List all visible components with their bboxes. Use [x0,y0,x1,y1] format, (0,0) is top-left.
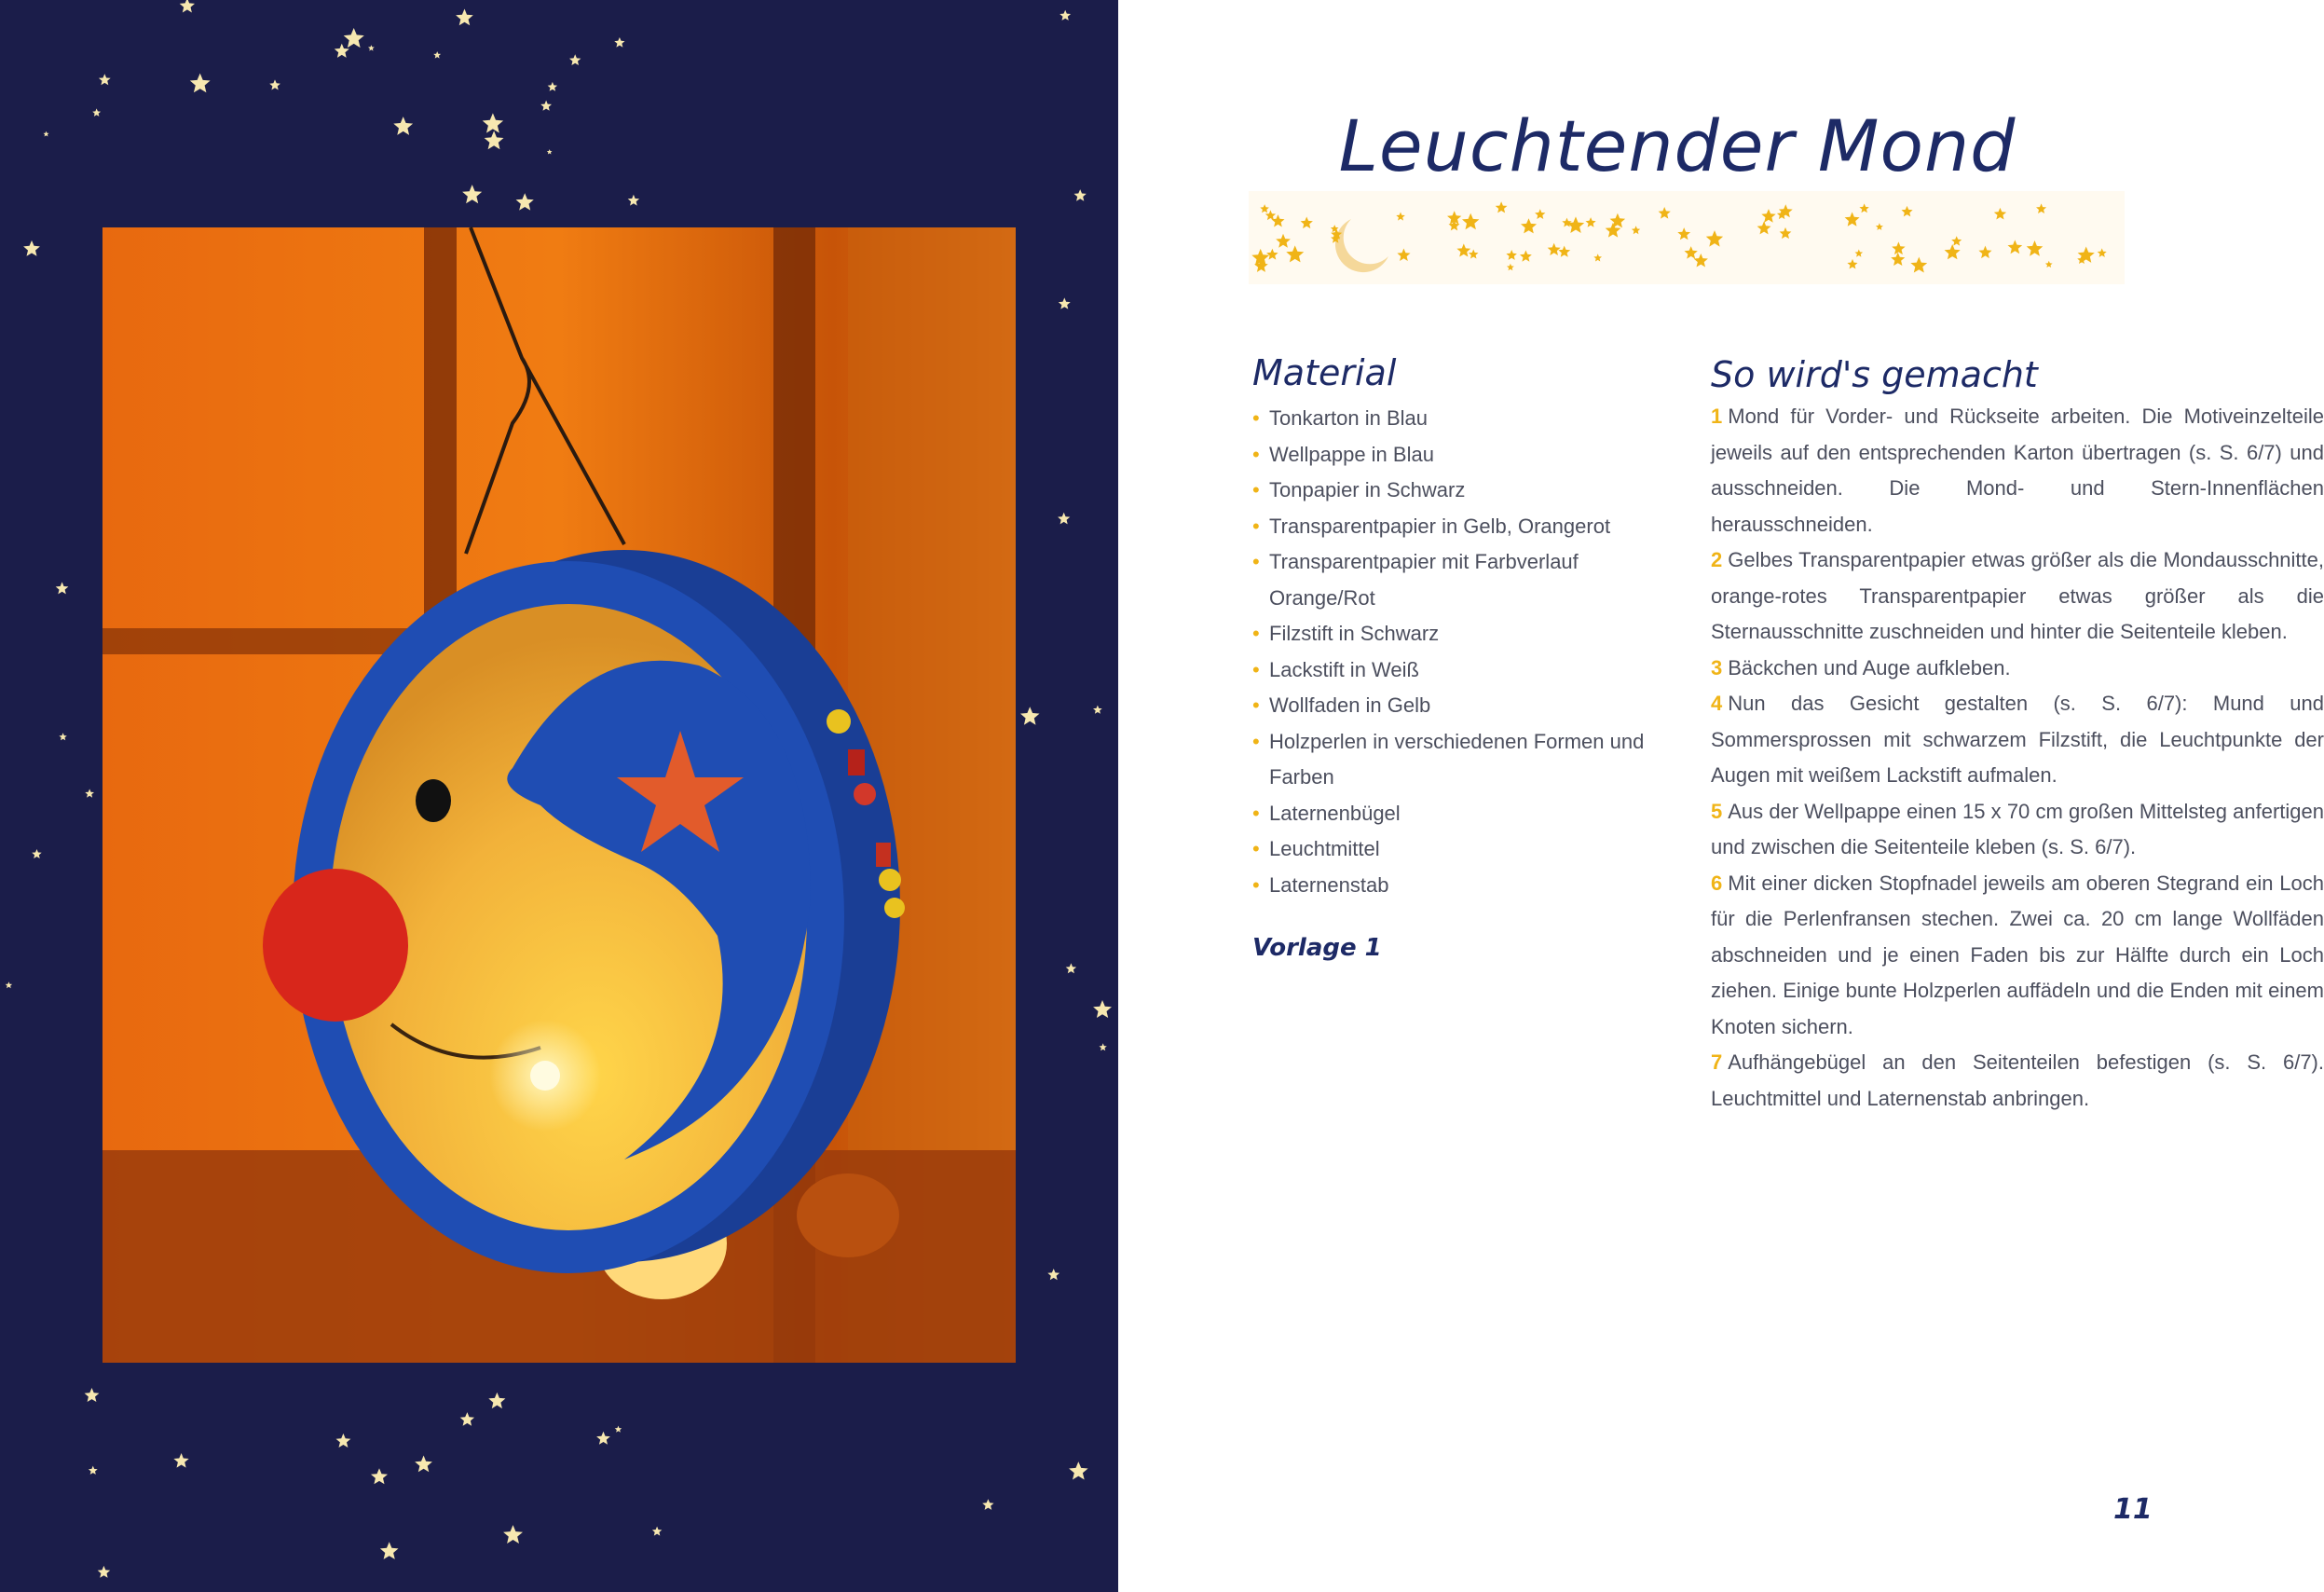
step-number: 2 [1711,548,1723,571]
material-item: • Tonpapier in Schwarz [1252,473,1662,509]
instruction-step [1711,542,2324,651]
left-page-night-sky [0,0,1118,1592]
step-text: Bäckchen und Auge aufkleben. [1728,655,2011,679]
bullet-icon: • [1252,693,1260,717]
moon-lantern-photo [103,227,1016,1363]
star-icon [393,117,413,135]
star-icon [371,1468,388,1484]
star-icon [368,45,375,50]
star-icon [190,74,211,93]
material-item: • Transparentpapier mit Farbverlauf Orange/Rot [1252,544,1662,616]
material-item: • Wollfaden in Gelb [1252,688,1662,724]
instruction-step [1711,399,2324,542]
step-number: 4 [1711,692,1723,715]
bullet-icon: • [1252,442,1260,466]
star-icon [569,54,581,65]
step-text: Nun das Gesicht gestalten (s. S. 6/7): Mund und Sommersprossen mit schwarzem Filzstift, die Leuchtpunkte der Augen mit weißem Lackstift aufmalen. [1711,692,2324,787]
bullet-icon: • [1252,801,1260,825]
star-icon [59,733,66,740]
material-heading: Material [1252,352,1397,393]
bullet-icon: • [1252,872,1260,897]
star-icon [596,1432,610,1445]
material-item: • Leuchtmittel [1252,831,1662,868]
bullet-icon: • [1252,478,1260,501]
instruction-step [1711,686,2324,794]
instruction-step [1711,1045,2324,1117]
bullet-icon: • [1252,657,1260,681]
instructions-heading: So wird's gemacht [1711,354,2038,395]
instruction-step [1711,794,2324,866]
page-title: Leuchtender Mond [1338,104,2016,187]
star-icon [483,113,503,132]
material-item: • Holzperlen in verschiedenen Formen und Farben [1252,724,1662,796]
bullet-icon: • [1252,406,1260,430]
star-icon [615,1426,622,1433]
star-icon [56,582,69,594]
star-icon [173,1453,188,1468]
star-icon [1047,1269,1059,1280]
instruction-steps [1711,399,2324,1117]
material-item: • Laternenstab [1252,868,1662,904]
star-icon [1020,707,1040,725]
star-icon [269,79,280,89]
bullet-icon: • [1252,514,1260,538]
star-icon [380,1542,399,1559]
step-text: Gelbes Transparentpapier etwas größer als die Mondausschnitte, orange-rotes Transparentpapier etwas größer als die Sternausschnitte zuschneiden und hinter die Seitenteile kleben. [1711,548,2324,643]
star-icon [628,195,639,206]
star-icon [433,51,441,59]
star-icon [1059,10,1071,21]
star-icon [180,0,195,13]
star-icon [488,1393,505,1408]
material-item: • Filzstift in Schwarz [1252,616,1662,652]
step-number: 1 [1711,405,1723,428]
step-number: 5 [1711,799,1723,823]
star-icon [344,28,364,48]
material-item: • Tonkarton in Blau [1252,401,1662,437]
star-icon [548,82,558,91]
step-number: 3 [1711,655,1723,679]
star-icon [1093,706,1102,714]
star-icon [982,1499,993,1510]
star-icon [614,37,624,48]
star-icon [503,1525,523,1544]
instruction-step [1711,651,2324,687]
star-icon [6,981,12,988]
material-item: • Wellpappe in Blau [1252,437,1662,473]
bullet-icon: • [1252,729,1260,753]
step-text: Mit einer dicken Stopfnadel jeweils am oberen Stegrand ein Loch für die Perlenfransen stechen. Zwei ca. 20 cm lange Wollfäden abschneiden und je einen Faden bis zur Hälfte durch ein Loch ziehen. Einige bunte Holzperlen auffädeln und die Enden mit einem Knoten sichern. [1711,871,2324,1038]
star-icon [85,789,94,797]
star-icon [1058,513,1070,525]
template-reference: Vorlage 1 [1252,934,1382,962]
star-icon [92,108,101,117]
material-list [1252,401,1662,903]
star-icon [540,101,552,111]
star-icon [98,1566,111,1578]
page-number: 11 [2113,1493,2153,1526]
star-icon [336,1434,351,1448]
star-icon [485,130,504,149]
star-icon [89,1466,98,1475]
bullet-icon: • [1252,622,1260,645]
material-item: • Lackstift in Weiß [1252,652,1662,689]
star-border-decoration [1249,191,2125,284]
star-icon [1100,1043,1107,1050]
star-icon [415,1456,432,1473]
instruction-step [1711,866,2324,1046]
step-number: 7 [1711,1050,1723,1074]
star-icon [99,74,111,85]
star-icon [44,131,49,137]
step-text: Mond für Vorder- und Rückseite arbeiten. Die Motiveinzelteile jeweils auf den entsprechenden Karton übertragen (s. S. 6/7) und ausschneiden. Die Mond- und Stern-Innenflächen herausschneiden. [1711,405,2324,536]
star-icon [1066,963,1076,973]
step-text: Aufhängebügel an den Seitenteilen befestigen (s. S. 6/7). Leuchtmittel und Laternenstab anbringen. [1711,1050,2324,1110]
star-icon [335,44,349,58]
step-number: 6 [1711,871,1723,895]
star-icon [23,240,40,256]
star-icon [516,193,534,210]
star-icon [1069,1462,1088,1479]
bullet-icon: • [1252,550,1260,573]
star-icon [547,149,553,154]
star-icon [652,1527,662,1536]
step-text: Aus der Wellpappe einen 15 x 70 cm großen Mittelsteg anfertigen und zwischen die Seitenteile kleben (s. S. 6/7). [1711,799,2324,858]
star-icon [460,1412,474,1426]
star-icon [456,9,473,26]
star-icon [32,849,42,858]
star-icon [1074,189,1087,201]
material-item: • Transparentpapier in Gelb, Orangerot [1252,509,1662,545]
star-icon [85,1388,100,1402]
star-icon [462,185,482,203]
star-icon [1059,297,1071,309]
star-icon [1093,1000,1112,1018]
material-item: • Laternenbügel [1252,796,1662,832]
bullet-icon: • [1252,837,1260,860]
right-page [1118,0,2324,1592]
